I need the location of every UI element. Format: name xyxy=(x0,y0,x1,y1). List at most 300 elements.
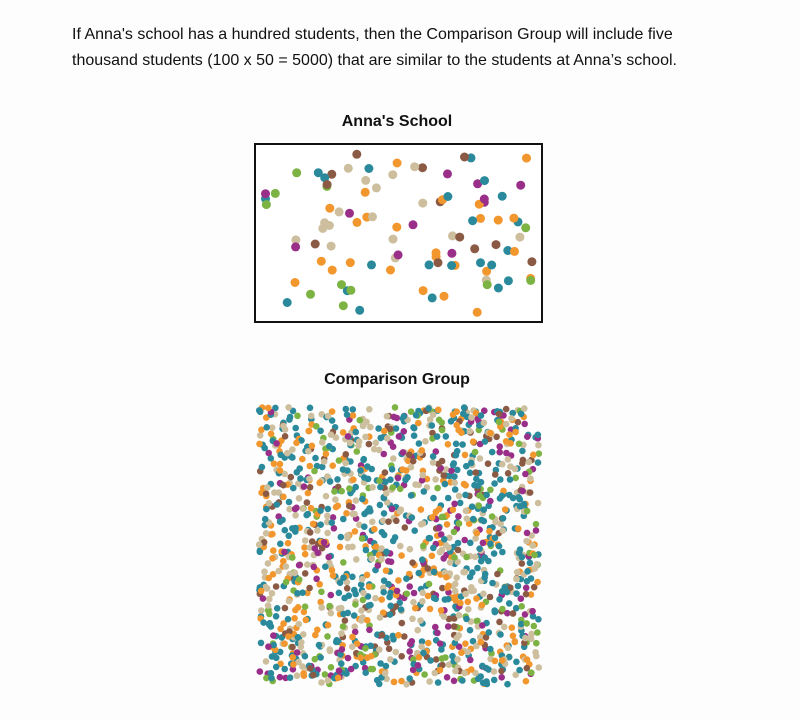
comparison-student-dot xyxy=(395,475,402,482)
comparison-student-dot xyxy=(357,417,364,424)
comparison-student-dot xyxy=(349,574,356,581)
comparison-student-dot xyxy=(474,565,481,572)
comparison-student-dot xyxy=(366,583,373,590)
comparison-student-dot xyxy=(291,615,298,622)
comparison-student-dot xyxy=(406,452,413,459)
student-dot xyxy=(443,169,452,178)
comparison-student-dot xyxy=(336,605,343,612)
comparison-student-dot xyxy=(480,680,487,687)
comparison-student-dot xyxy=(352,601,359,608)
comparison-student-dot xyxy=(534,579,541,586)
comparison-student-dot xyxy=(496,419,503,426)
comparison-student-dot xyxy=(299,456,306,463)
comparison-student-dot xyxy=(265,405,272,412)
comparison-student-dot xyxy=(307,529,314,536)
comparison-student-dot xyxy=(381,428,388,435)
student-dot xyxy=(361,176,370,185)
comparison-student-dot xyxy=(366,441,373,448)
comparison-student-dot xyxy=(319,439,326,446)
comparison-student-dot xyxy=(518,603,525,610)
comparison-student-dot xyxy=(328,431,335,438)
comparison-student-dot xyxy=(468,584,475,591)
comparison-student-dot xyxy=(505,470,512,477)
comparison-student-dot xyxy=(328,592,335,599)
comparison-student-dot xyxy=(400,449,407,456)
comparison-student-dot xyxy=(519,488,526,495)
comparison-student-dot xyxy=(529,608,536,615)
comparison-student-dot xyxy=(324,513,331,520)
comparison-student-dot xyxy=(447,559,454,566)
comparison-student-dot xyxy=(503,421,510,428)
comparison-student-dot xyxy=(432,476,439,483)
comparison-student-dot xyxy=(429,422,436,429)
comparison-student-dot xyxy=(296,465,303,472)
comparison-student-dot xyxy=(523,591,530,598)
comparison-student-dot xyxy=(273,664,280,671)
comparison-student-dot xyxy=(286,499,293,506)
comparison-student-dot xyxy=(378,556,385,563)
comparison-student-dot xyxy=(535,459,542,466)
comparison-student-dot xyxy=(452,597,459,604)
comparison-student-dot xyxy=(435,679,442,686)
student-dot xyxy=(311,240,320,249)
comparison-student-dot xyxy=(317,428,324,435)
student-dot xyxy=(410,162,419,171)
comparison-student-dot xyxy=(422,438,429,445)
comparison-student-dot xyxy=(346,503,353,510)
comparison-student-dot xyxy=(523,678,530,685)
student-dot xyxy=(434,258,443,267)
student-dot xyxy=(487,261,496,270)
comparison-student-dot xyxy=(435,407,442,414)
comparison-student-dot xyxy=(383,490,390,497)
comparison-student-dot xyxy=(274,501,281,508)
comparison-student-dot xyxy=(325,506,332,513)
comparison-student-dot xyxy=(265,602,272,609)
comparison-student-dot xyxy=(411,425,418,432)
comparison-student-dot xyxy=(502,506,509,513)
comparison-student-dot xyxy=(516,667,523,674)
comparison-student-dot xyxy=(262,516,269,523)
comparison-student-dot xyxy=(477,455,484,462)
comparison-student-dot xyxy=(438,646,445,653)
comparison-student-dot xyxy=(472,469,479,476)
comparison-student-dot xyxy=(524,433,531,440)
student-dot xyxy=(392,223,401,232)
comparison-student-dot xyxy=(445,441,452,448)
comparison-student-dot xyxy=(459,441,466,448)
comparison-student-dot xyxy=(394,588,401,595)
student-dot xyxy=(361,188,370,197)
comparison-student-dot xyxy=(463,554,470,561)
comparison-student-dot xyxy=(465,606,472,613)
comparison-student-dot xyxy=(351,511,358,518)
comparison-student-dot xyxy=(324,530,331,537)
comparison-student-dot xyxy=(487,594,494,601)
comparison-student-dot xyxy=(498,674,505,681)
comparison-student-dot xyxy=(475,482,482,489)
comparison-student-dot xyxy=(289,525,296,532)
comparison-student-dot xyxy=(448,467,455,474)
comparison-student-dot xyxy=(503,406,510,413)
comparison-student-dot xyxy=(352,528,359,535)
comparison-student-dot xyxy=(338,488,345,495)
comparison-student-dot xyxy=(459,677,466,684)
comparison-student-dot xyxy=(281,549,288,556)
comparison-student-dot xyxy=(420,520,427,527)
student-dot xyxy=(455,233,464,242)
student-dot xyxy=(339,301,348,310)
comparison-student-dot xyxy=(263,530,270,537)
comparison-student-dot xyxy=(388,559,395,566)
comparison-student-dot xyxy=(361,474,368,481)
comparison-student-dot xyxy=(281,640,288,647)
comparison-student-dot xyxy=(463,616,470,623)
comparison-student-dot xyxy=(332,496,339,503)
comparison-student-dot xyxy=(392,404,399,411)
comparison-student-dot xyxy=(327,478,334,485)
comparison-student-dot xyxy=(420,543,427,550)
comparison-student-dot xyxy=(311,564,318,571)
comparison-student-dot xyxy=(510,610,517,617)
comparison-student-dot xyxy=(456,493,463,500)
comparison-student-dot xyxy=(333,637,340,644)
comparison-student-dot xyxy=(416,654,423,661)
student-dot xyxy=(418,163,427,172)
comparison-student-dot xyxy=(266,500,273,507)
comparison-student-dot xyxy=(496,619,503,626)
student-dot xyxy=(368,212,377,221)
comparison-student-dot xyxy=(499,549,506,556)
comparison-student-dot xyxy=(445,623,452,630)
comparison-student-dot xyxy=(289,644,296,651)
student-dot xyxy=(335,207,344,216)
comparison-student-dot xyxy=(391,414,398,421)
comparison-student-dot xyxy=(323,451,330,458)
comparison-student-dot xyxy=(419,590,426,597)
comparison-student-dot xyxy=(473,595,480,602)
comparison-student-dot xyxy=(467,657,474,664)
comparison-student-dot xyxy=(481,506,488,513)
comparison-student-dot xyxy=(371,526,378,533)
comparison-student-dot xyxy=(269,531,276,538)
comparison-student-dot xyxy=(438,607,445,614)
comparison-student-dot xyxy=(359,576,366,583)
comparison-student-dot xyxy=(451,529,458,536)
comparison-student-dot xyxy=(521,405,528,412)
comparison-student-dot xyxy=(387,603,394,610)
comparison-student-dot xyxy=(321,458,328,465)
comparison-student-dot xyxy=(258,640,265,647)
comparison-student-dot xyxy=(425,405,432,412)
comparison-student-dot xyxy=(312,545,319,552)
comparison-student-dot xyxy=(524,568,531,575)
comparison-student-dot xyxy=(285,540,292,547)
comparison-student-dot xyxy=(498,668,505,675)
comparison-student-dot xyxy=(344,532,351,539)
comparison-student-dot xyxy=(283,579,290,586)
comparison-student-dot xyxy=(363,547,370,554)
comparison-student-dot xyxy=(313,576,320,583)
student-dot xyxy=(418,199,427,208)
comparison-student-dot xyxy=(342,460,349,467)
comparison-student-dot xyxy=(444,674,451,681)
comparison-student-dot xyxy=(534,561,541,568)
comparison-student-dot xyxy=(393,649,400,656)
comparison-student-dot xyxy=(304,499,311,506)
comparison-student-dot xyxy=(492,658,499,665)
comparison-student-dot xyxy=(336,590,343,597)
comparison-student-dot xyxy=(506,431,513,438)
student-dot xyxy=(494,216,503,225)
comparison-student-dot xyxy=(456,520,463,527)
comparison-student-dot xyxy=(277,461,284,468)
comparison-student-dot xyxy=(318,589,325,596)
student-dot xyxy=(509,214,518,223)
comparison-student-dot xyxy=(398,606,405,613)
comparison-student-dot xyxy=(336,457,343,464)
comparison-student-dot xyxy=(299,505,306,512)
comparison-student-dot xyxy=(453,422,460,429)
comparison-student-dot xyxy=(462,591,469,598)
comparison-student-dot xyxy=(265,575,272,582)
comparison-student-dot xyxy=(321,539,328,546)
comparison-student-dot xyxy=(280,423,287,430)
comparison-student-dot xyxy=(442,654,449,661)
student-dot xyxy=(291,278,300,287)
comparison-student-dot xyxy=(436,417,443,424)
comparison-student-dot xyxy=(441,536,448,543)
comparison-student-dot xyxy=(312,455,319,462)
comparison-student-dot xyxy=(340,623,347,630)
comparison-student-dot xyxy=(385,581,392,588)
comparison-student-dot xyxy=(286,416,293,423)
comparison-student-dot xyxy=(338,534,345,541)
comparison-student-dot xyxy=(439,514,446,521)
comparison-student-dot xyxy=(412,605,419,612)
student-dot xyxy=(526,276,535,285)
student-dot xyxy=(480,195,489,204)
comparison-student-dot xyxy=(406,675,413,682)
comparison-student-dot xyxy=(402,477,409,484)
comparison-student-dot xyxy=(522,471,529,478)
student-dot xyxy=(346,286,355,295)
comparison-student-dot xyxy=(485,460,492,467)
student-dot xyxy=(492,240,501,249)
comparison-student-dot xyxy=(506,600,513,607)
comparison-student-dot xyxy=(401,413,408,420)
comparison-student-dot xyxy=(479,663,486,670)
comparison-student-dot xyxy=(367,508,374,515)
comparison-student-dot xyxy=(441,613,448,620)
comparison-student-dot xyxy=(451,473,458,480)
student-dot xyxy=(480,176,489,185)
comparison-student-dot xyxy=(277,518,284,525)
comparison-student-dot xyxy=(440,555,447,562)
comparison-student-dot xyxy=(353,429,360,436)
student-dot xyxy=(323,180,332,189)
comparison-student-dot xyxy=(382,469,389,476)
comparison-student-dot xyxy=(283,563,290,570)
comparison-student-dot xyxy=(416,440,423,447)
comparison-student-dot xyxy=(469,503,476,510)
comparison-student-dot xyxy=(328,610,335,617)
comparison-student-dot xyxy=(406,648,413,655)
comparison-student-dot xyxy=(355,442,362,449)
comparison-student-dot xyxy=(454,467,461,474)
comparison-student-dot xyxy=(429,553,436,560)
comparison-student-dot xyxy=(535,432,542,439)
comparison-student-dot xyxy=(460,410,467,417)
comparison-student-dot xyxy=(462,452,469,459)
comparison-student-dot xyxy=(273,440,280,447)
comparison-student-dot xyxy=(344,467,351,474)
comparison-student-dot xyxy=(461,404,468,411)
comparison-student-dot xyxy=(299,589,306,596)
comparison-student-dot xyxy=(309,443,316,450)
comparison-student-dot xyxy=(469,569,476,576)
comparison-student-dot xyxy=(482,438,489,445)
comparison-student-dot xyxy=(407,546,414,553)
comparison-student-dot xyxy=(519,448,526,455)
comparison-student-dot xyxy=(366,627,373,634)
comparison-student-dot xyxy=(350,412,357,419)
comparison-student-dot xyxy=(325,677,332,684)
comparison-student-dot xyxy=(412,481,419,488)
comparison-student-dot xyxy=(512,475,519,482)
comparison-student-dot xyxy=(295,634,302,641)
comparison-student-dot xyxy=(454,656,461,663)
comparison-student-dot xyxy=(527,489,534,496)
comparison-student-dot xyxy=(445,582,452,589)
comparison-student-dot xyxy=(443,433,450,440)
comparison-student-dot xyxy=(371,446,378,453)
comparison-student-dot xyxy=(273,655,280,662)
comparison-student-dot xyxy=(467,540,474,547)
student-dot xyxy=(345,209,354,218)
comparison-student-dot xyxy=(476,545,483,552)
comparison-student-dot xyxy=(257,668,264,675)
comparison-student-dot xyxy=(411,590,418,597)
comparison-student-dot xyxy=(307,405,314,412)
comparison-student-dot xyxy=(486,629,493,636)
student-dot xyxy=(473,308,482,317)
comparison-student-dot xyxy=(415,662,422,669)
comparison-student-dot xyxy=(326,603,333,610)
comparison-student-dot xyxy=(419,598,426,605)
student-dot xyxy=(337,280,346,289)
student-dot xyxy=(468,216,477,225)
comparison-student-dot xyxy=(284,450,291,457)
comparison-student-dot xyxy=(437,667,444,674)
comparison-student-dot xyxy=(494,571,501,578)
comparison-student-dot xyxy=(277,626,284,633)
comparison-student-dot xyxy=(292,512,299,519)
comparison-student-dot xyxy=(478,639,485,646)
comparison-student-dot xyxy=(531,552,538,559)
comparison-student-dot xyxy=(508,415,515,422)
comparison-student-dot xyxy=(455,547,462,554)
comparison-student-dot xyxy=(451,623,458,630)
annas-school-dots xyxy=(254,143,543,323)
comparison-student-dot xyxy=(450,462,457,469)
comparison-student-dot xyxy=(403,681,410,688)
comparison-student-dot xyxy=(448,418,455,425)
student-dot xyxy=(515,233,524,242)
comparison-student-dot xyxy=(487,498,494,505)
comparison-student-dot xyxy=(280,494,287,501)
comparison-student-dot xyxy=(524,508,531,515)
comparison-student-dot xyxy=(455,513,462,520)
comparison-student-dot xyxy=(377,614,384,621)
comparison-student-dot xyxy=(522,635,529,642)
student-dot xyxy=(494,284,503,293)
comparison-student-dot xyxy=(433,656,440,663)
student-dot xyxy=(325,204,334,213)
comparison-student-dot xyxy=(499,493,506,500)
comparison-student-dot xyxy=(338,630,345,637)
comparison-student-dot xyxy=(443,574,450,581)
comparison-student-dot xyxy=(516,441,523,448)
comparison-student-dot xyxy=(382,479,389,486)
comparison-student-dot xyxy=(460,569,467,576)
comparison-student-dot xyxy=(266,596,273,603)
comparison-student-dot xyxy=(296,562,303,569)
comparison-student-dot xyxy=(383,567,390,574)
student-dot xyxy=(447,261,456,270)
comparison-student-dot xyxy=(523,620,530,627)
student-dot xyxy=(527,257,536,266)
comparison-student-dot xyxy=(510,633,517,640)
comparison-student-dot xyxy=(521,421,528,428)
comparison-student-dot xyxy=(419,447,426,454)
student-dot xyxy=(483,280,492,289)
comparison-student-dot xyxy=(409,559,416,566)
comparison-student-dot xyxy=(263,506,270,513)
comparison-student-dot xyxy=(338,660,345,667)
comparison-student-dot xyxy=(258,588,265,595)
comparison-student-dot xyxy=(393,518,400,525)
comparison-student-dot xyxy=(474,618,481,625)
comparison-student-dot xyxy=(293,440,300,447)
comparison-student-dot xyxy=(427,657,434,664)
comparison-student-dot xyxy=(343,451,350,458)
student-dot xyxy=(419,286,428,295)
comparison-student-dot xyxy=(431,595,438,602)
comparison-student-dot xyxy=(307,484,314,491)
comparison-student-dot xyxy=(345,544,352,551)
comparison-student-dot xyxy=(485,558,492,565)
comparison-student-dot xyxy=(340,611,347,618)
comparison-student-dot xyxy=(528,669,535,676)
comparison-student-dot xyxy=(378,596,385,603)
comparison-student-dot xyxy=(318,679,325,686)
comparison-student-dot xyxy=(401,633,408,640)
comparison-student-dot xyxy=(312,656,319,663)
comparison-student-dot xyxy=(265,560,272,567)
comparison-student-dot xyxy=(523,585,530,592)
comparison-student-dot xyxy=(328,664,335,671)
comparison-student-dot xyxy=(452,581,459,588)
comparison-student-dot xyxy=(269,555,276,562)
student-dot xyxy=(291,242,300,251)
comparison-student-dot xyxy=(445,495,452,502)
comparison-student-dot xyxy=(257,432,264,439)
comparison-student-dot xyxy=(523,538,530,545)
comparison-student-dot xyxy=(375,425,382,432)
comparison-student-dot xyxy=(467,627,474,634)
comparison-student-dot xyxy=(325,413,332,420)
